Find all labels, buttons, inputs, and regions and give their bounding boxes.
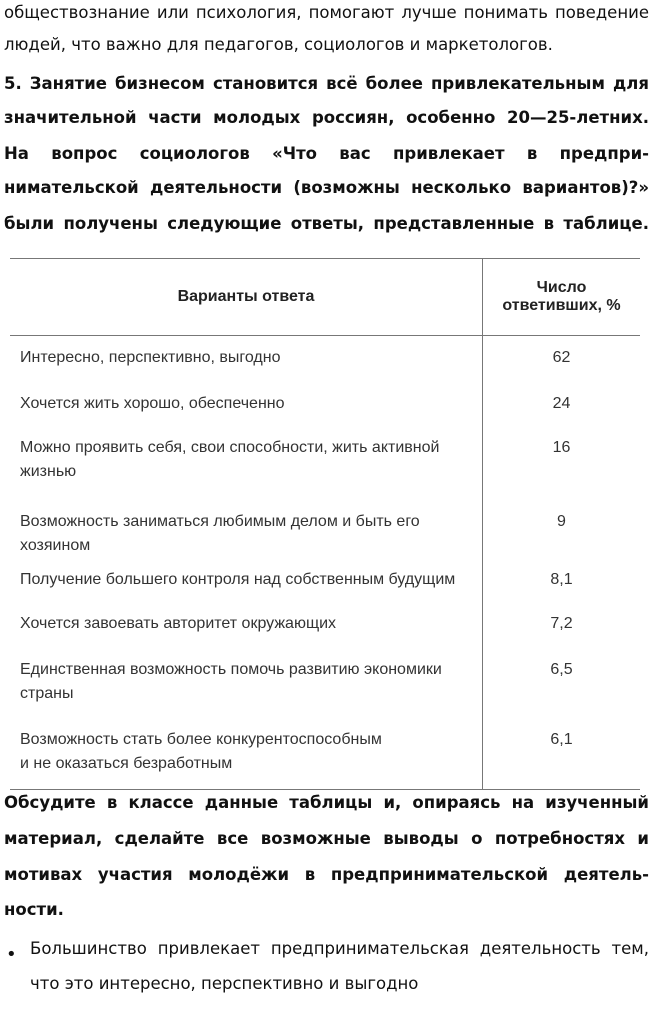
answer-cell: [10, 648, 483, 718]
percent-cell: 8,1: [550, 570, 573, 588]
answer-cell: [10, 718, 483, 790]
intro-line: обществознание или психология, помогают лучше понимать поведение: [4, 3, 649, 22]
question-line: Обсудите в классе данные таблицы и, опираясь на изученный: [4, 793, 649, 812]
answer-cell: [10, 602, 483, 648]
table-row: [10, 500, 640, 558]
answer-text: Хочется завоевать авторитет окружающих: [20, 614, 337, 632]
percent-cell: 16: [552, 438, 571, 456]
answer-cell: [10, 500, 483, 558]
answer-text: жизнью: [20, 462, 77, 480]
table-row: [10, 382, 640, 426]
answer-text: Получение большего контроля над собственным будущим: [20, 570, 456, 588]
answer-text: Интересно, перспективно, выгодно: [20, 349, 281, 366]
answer-text: страны: [20, 684, 74, 702]
table-row: [10, 336, 640, 382]
bullet-icon: •: [6, 944, 17, 965]
percent-cell: 62: [552, 349, 571, 366]
answer-text: и не оказаться безработным: [20, 754, 233, 772]
header-answers: Варианты ответа: [10, 259, 483, 336]
percent-cell: 24: [552, 394, 571, 412]
percent-cell: 7,2: [550, 614, 573, 632]
question-line: мотивах участия молодёжи в предпринимательской деятель-: [4, 865, 649, 884]
answer-line: Большинство привлекает предпринимательская деятельность тем,: [30, 939, 649, 958]
answer-text: Хочется жить хорошо, обеспеченно: [20, 394, 285, 412]
question-line: материал, сделайте все возможные выводы о потребностях и: [4, 829, 649, 848]
survey-table: [10, 258, 640, 790]
answer-line: что это интересно, перспективно и выгодно: [30, 974, 419, 993]
header-percent: [483, 259, 641, 336]
answer-text: Возможность заниматься любимым делом и быть его хозяином: [20, 512, 420, 554]
task-line: были получены следующие ответы, представленные в таблице.: [4, 214, 649, 233]
task-line: значительной части молодых россиян, особенно 20—25-летних.: [4, 108, 649, 127]
answer-cell: [10, 558, 483, 602]
task-line: 5. Занятие бизнесом становится всё более привлекательным для: [4, 74, 649, 93]
table-row: [10, 558, 640, 602]
answer-text: Возможность стать более конкурентоспособным: [20, 730, 382, 748]
task-line: нимательской деятельности (возможны несколько вариантов)?»: [4, 178, 649, 197]
answer-cell: [10, 426, 483, 500]
intro-line: людей, что важно для педагогов, социологов и маркетологов.: [4, 35, 553, 54]
answer-text: Можно проявить себя, свои способности, жить активной: [20, 438, 440, 456]
table-row: [10, 426, 640, 500]
answer-cell: [10, 382, 483, 426]
header-percent-line1: Число: [536, 279, 587, 296]
answer-text: Единственная возможность помочь развитию экономики: [20, 660, 442, 678]
answer-cell: [10, 336, 483, 382]
question-line: ности.: [4, 900, 64, 919]
percent-cell: 6,5: [550, 660, 573, 678]
table-row: [10, 602, 640, 648]
percent-cell: 6,1: [483, 718, 641, 790]
table-row: [10, 718, 640, 790]
task-line: На вопрос социологов «Что вас привлекает в предпри-: [4, 144, 649, 163]
table-row: [10, 648, 640, 718]
percent-cell: 9: [557, 512, 566, 530]
header-percent-line2: ответивших, %: [502, 297, 621, 314]
